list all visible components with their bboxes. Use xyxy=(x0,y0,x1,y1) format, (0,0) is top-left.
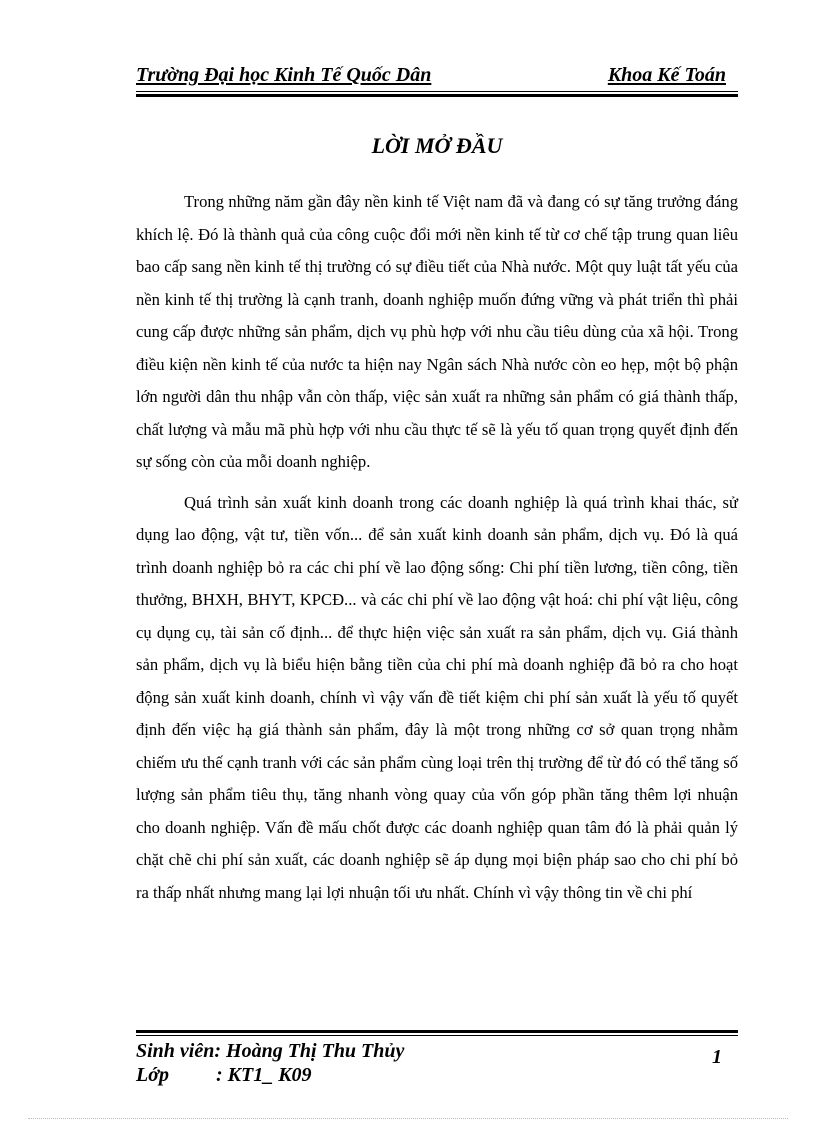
page-header xyxy=(136,62,738,90)
university-name: Trường Đại học Kinh Tế Quốc Dân xyxy=(136,64,432,86)
class-info xyxy=(136,1064,312,1087)
page-edge-divider xyxy=(28,1118,788,1119)
header-rule-thin xyxy=(136,91,738,92)
page-title: LỜI MỞ ĐẦU xyxy=(371,133,503,158)
student-name: Sinh viên: Hoàng Thị Thu Thủy xyxy=(136,1040,405,1062)
paragraph-2: Quá trình sản xuất kinh doanh trong các doanh nghiệp là quá trình khai thác, sử dụng lao động, vật tư, tiền vốn... để sản xuất kinh doanh sản phẩm, dịch vụ. Đó là quá trình doanh nghiệp bỏ ra các chi phí về lao động sống: Chi phí tiền lương, tiền công, tiền thưởng, BHXH, BHYT, KPCĐ... và các chi phí về lao động vật hoá: chi phí vật liệu, công cụ dụng cụ, tài sản cố định... để thực hiện việc sản xuất ra sản phẩm, dịch vụ. Giá thành sản phẩm, dịch vụ là biểu hiện bằng tiền của chi phí mà doanh nghiệp đã bỏ ra cho hoạt động sản xuất kinh doanh, chính vì vậy vấn đề tiết kiệm chi phí sản xuất là yếu tố quyết định đến việc hạ giá thành sản phẩm, đây là một trong những cơ sở quan trọng nhằm chiếm ưu thế cạnh tranh với các sản phẩm cùng loại trên thị trường để từ đó có thể tăng số lượng sản phẩm tiêu thụ, tăng nhanh vòng quay của vốn góp phần tăng thêm lợi nhuận cho doanh nghiệp. Vấn đề mấu chốt được các doanh nghiệp quan tâm đó là phải quản lý chặt chẽ chi phí sản xuất, các doanh nghiệp sẽ áp dụng mọi biện pháp sao cho chi phí bỏ ra thấp nhất nhưng mang lại lợi nhuận tối ưu nhất. Chính vì vậy thông tin về chi phí xyxy=(136,492,738,902)
page-number: 1 xyxy=(712,1046,722,1068)
paragraph-1: Trong những năm gần đây nền kinh tế Việt nam đã và đang có sự tăng trưởng đáng khích lệ. Đó là thành quả của công cuộc đổi mới nền kinh tế từ cơ chế tập trung quan liêu bao cấp sang nền kinh tế thị trường có sự điều tiết của Nhà nước. Một quy luật tất yếu của nền kinh tế thị trường là cạnh tranh, doanh nghiệp muốn đứng vững và phát triển thì phải cung cấp được những sản phẩm, dịch vụ phù hợp với nhu cầu tiêu dùng của xã hội. Trong điều kiện nền kinh tế của nước ta hiện nay Ngân sách Nhà nước còn eo hẹp, một bộ phận lớn người dân thu nhập vẫn còn thấp, việc sản xuất ra những sản phẩm có giá thành thấp, chất lượng và mẫu mã phù hợp với nhu cầu thực tế sẽ là yếu tố quan trọng quyết định đến sự sống còn của mỗi doanh nghiệp. xyxy=(136,192,738,471)
class-value: : KT1_ K09 xyxy=(216,1064,312,1086)
class-label: Lớp xyxy=(136,1064,169,1086)
header-rule-thick xyxy=(136,94,738,97)
document-body xyxy=(136,186,738,917)
footer-rule-thick xyxy=(136,1030,738,1033)
faculty-name: Khoa Kế Toán xyxy=(607,64,726,86)
footer-rule-thin xyxy=(136,1035,738,1036)
